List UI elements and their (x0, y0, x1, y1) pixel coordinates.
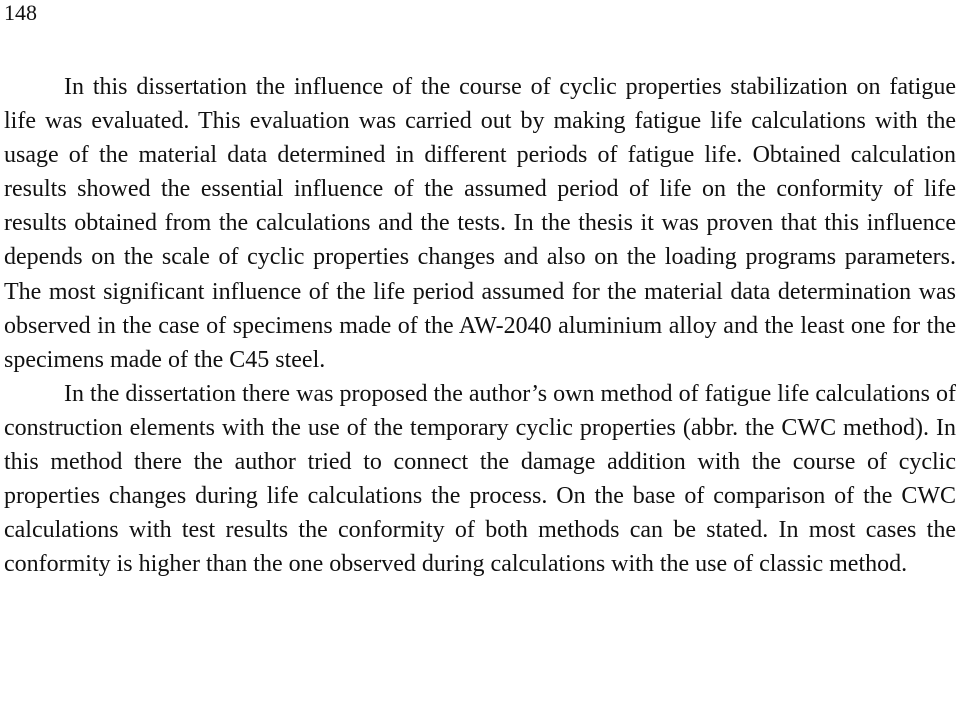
page-number: 148 (4, 0, 37, 25)
paragraph-cwc-method: In the dissertation there was proposed the author’s own method of fatigue life calculations of construction elements with the use of the temporary cyclic properties (abbr. the CWC method). In this method there the author tried to connect the damage addition with the course of cyclic properties changes during life calculations the process. On the base of comparison of the CWC calculations with test results the conformity of both methods can be stated. In most cases the conformity is higher than the one observed during calculations with the use of classic method. (4, 380, 956, 578)
body-text (4, 70, 956, 581)
paragraph-stabilization-influence: In this dissertation the influence of the course of cyclic properties stabilization on fatigue life was evaluated. This evaluation was carried out by making fatigue life calculations with the usage of the material data determined in different periods of fatigue life. Obtained calculation results showed the essential influence of the assumed period of life on the conformity of life results obtained from the calculations and the tests. In the thesis it was proven that this influence depends on the scale of cyclic properties changes and also on the loading programs parameters. The most significant influence of the life period assumed for the material data determination was observed in the case of specimens made of the AW-2040 aluminium alloy and the least one for the specimens made of the C45 steel. (4, 74, 956, 373)
